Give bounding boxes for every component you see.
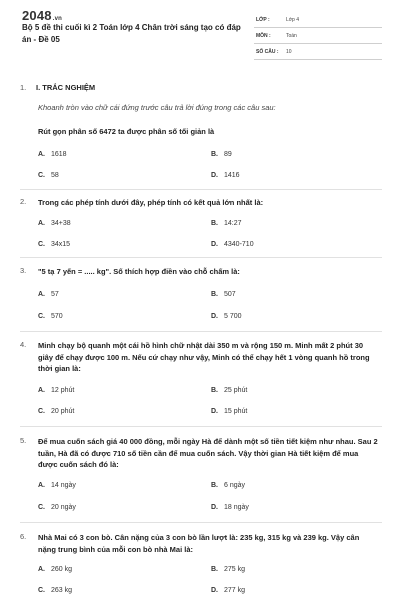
option-text: 263 kg bbox=[51, 587, 73, 594]
option-letter: A. bbox=[38, 291, 45, 298]
option-text: 507 bbox=[224, 291, 236, 298]
divider bbox=[20, 257, 382, 258]
option-text: 15 phút bbox=[224, 408, 248, 415]
meta-key: MÔN : bbox=[256, 33, 271, 39]
option-letter: C. bbox=[38, 241, 45, 248]
option-text: 58 bbox=[51, 172, 59, 179]
question-text: Nhà Mai có 3 con bò. Cân nặng của 3 con bò lần lượt là: 235 kg, 315 kg và 239 kg. Vậy cân nặng trung bình của mỗi con bò nhà Mai là: bbox=[38, 533, 360, 554]
option-letter: C. bbox=[38, 172, 45, 179]
meta-value: Lớp 4 bbox=[286, 17, 300, 23]
meta-key: SỐ CÂU : bbox=[256, 49, 279, 55]
option-letter: D. bbox=[211, 241, 218, 248]
question-number: 3. bbox=[20, 266, 27, 275]
option-text: 12 phút bbox=[51, 387, 75, 394]
option-letter: B. bbox=[211, 151, 218, 158]
option-text: 260 kg bbox=[51, 566, 73, 573]
option-letter: B. bbox=[211, 220, 218, 227]
option-letter: D. bbox=[211, 172, 218, 179]
option-letter: B. bbox=[211, 482, 218, 489]
option-text: 277 kg bbox=[224, 587, 246, 594]
option-letter: D. bbox=[211, 587, 218, 594]
question-number: 5. bbox=[20, 436, 27, 445]
question-text: Để mua cuốn sách giá 40 000 đồng, mỗi ngày Hà để dành một số tiền tiết kiệm như nhau. Sau 2 tuần, Hà đã có được 710 số tiền cần để mua cuốn sách. Vậy thời gian Hà tiết kiệm để mua được cuốn sách đó là: bbox=[38, 437, 378, 469]
option-text: 570 bbox=[51, 313, 63, 320]
section-number: 1. bbox=[20, 83, 27, 92]
site-logo[interactable] bbox=[22, 8, 62, 23]
option-text: 20 phút bbox=[51, 408, 75, 415]
option-text: 57 bbox=[51, 291, 59, 298]
meta-row-class bbox=[254, 12, 382, 28]
option-text: 20 ngày bbox=[51, 504, 76, 511]
question-text: "5 tạ 7 yến = ..... kg". Số thích hợp điền vào chỗ chấm là: bbox=[38, 267, 240, 276]
option-letter: B. bbox=[211, 291, 218, 298]
option-text: 89 bbox=[224, 151, 232, 158]
meta-key: LỚP : bbox=[256, 17, 270, 23]
divider bbox=[20, 522, 382, 523]
option-letter: A. bbox=[38, 482, 45, 489]
section-instruction: Khoanh tròn vào chữ cái đứng trước câu trả lời đúng trong các câu sau: bbox=[38, 103, 276, 112]
option-text: 14 ngày bbox=[51, 482, 76, 489]
option-letter: A. bbox=[38, 151, 45, 158]
page-header bbox=[0, 0, 400, 64]
option-letter: D. bbox=[211, 408, 218, 415]
option-text: 34x15 bbox=[51, 241, 71, 248]
option-text: 4340-710 bbox=[224, 241, 254, 248]
question-text: Minh chạy bộ quanh một cái hồ hình chữ nhật dài 350 m và rộng 150 m. Minh mất 2 phút 30 giây để chạy được 100 m. Nếu cứ chạy như vậy, Minh có thể chạy hết 1 vòng quanh hồ trong thời gian là: bbox=[38, 341, 370, 373]
divider bbox=[20, 426, 382, 427]
exam-title: Bộ 5 đề thi cuối kì 2 Toán lớp 4 Chân trời sáng tạo có đáp án - Đề 05 bbox=[22, 23, 241, 44]
option-letter: C. bbox=[38, 313, 45, 320]
question-number: 4. bbox=[20, 340, 27, 349]
question-number: 2. bbox=[20, 197, 27, 206]
option-text: 1618 bbox=[51, 151, 67, 158]
logo-tld: .vn bbox=[52, 16, 63, 22]
option-text: 1416 bbox=[224, 172, 240, 179]
exam-meta-table bbox=[254, 12, 382, 60]
option-letter: B. bbox=[211, 387, 218, 394]
option-text: 275 kg bbox=[224, 566, 246, 573]
option-letter: B. bbox=[211, 566, 218, 573]
option-letter: C. bbox=[38, 587, 45, 594]
question-text: Trong các phép tính dưới đây, phép tính có kết quả lớn nhất là: bbox=[38, 198, 264, 207]
option-text: 5 700 bbox=[224, 313, 242, 320]
option-text: 34+38 bbox=[51, 220, 71, 227]
option-letter: D. bbox=[211, 504, 218, 511]
meta-row-count bbox=[254, 44, 382, 60]
option-text: 6 ngày bbox=[224, 482, 246, 489]
divider bbox=[20, 331, 382, 332]
question-text: Rút gọn phân số 6472 ta được phân số tối giản là bbox=[38, 127, 215, 136]
question-number: 6. bbox=[20, 532, 27, 541]
option-letter: A. bbox=[38, 387, 45, 394]
option-text: 14:27 bbox=[224, 220, 242, 227]
option-letter: C. bbox=[38, 408, 45, 415]
meta-value: Toán bbox=[286, 33, 297, 39]
option-letter: D. bbox=[211, 313, 218, 320]
logo-text: 2048 bbox=[22, 8, 52, 23]
option-text: 25 phút bbox=[224, 387, 248, 394]
divider bbox=[20, 189, 382, 190]
option-letter: A. bbox=[38, 566, 45, 573]
section-title: I. TRẮC NGHIỆM bbox=[36, 83, 96, 92]
option-letter: C. bbox=[38, 504, 45, 511]
option-letter: A. bbox=[38, 220, 45, 227]
meta-row-subject bbox=[254, 28, 382, 44]
option-text: 18 ngày bbox=[224, 504, 249, 511]
meta-value: 10 bbox=[286, 49, 292, 55]
